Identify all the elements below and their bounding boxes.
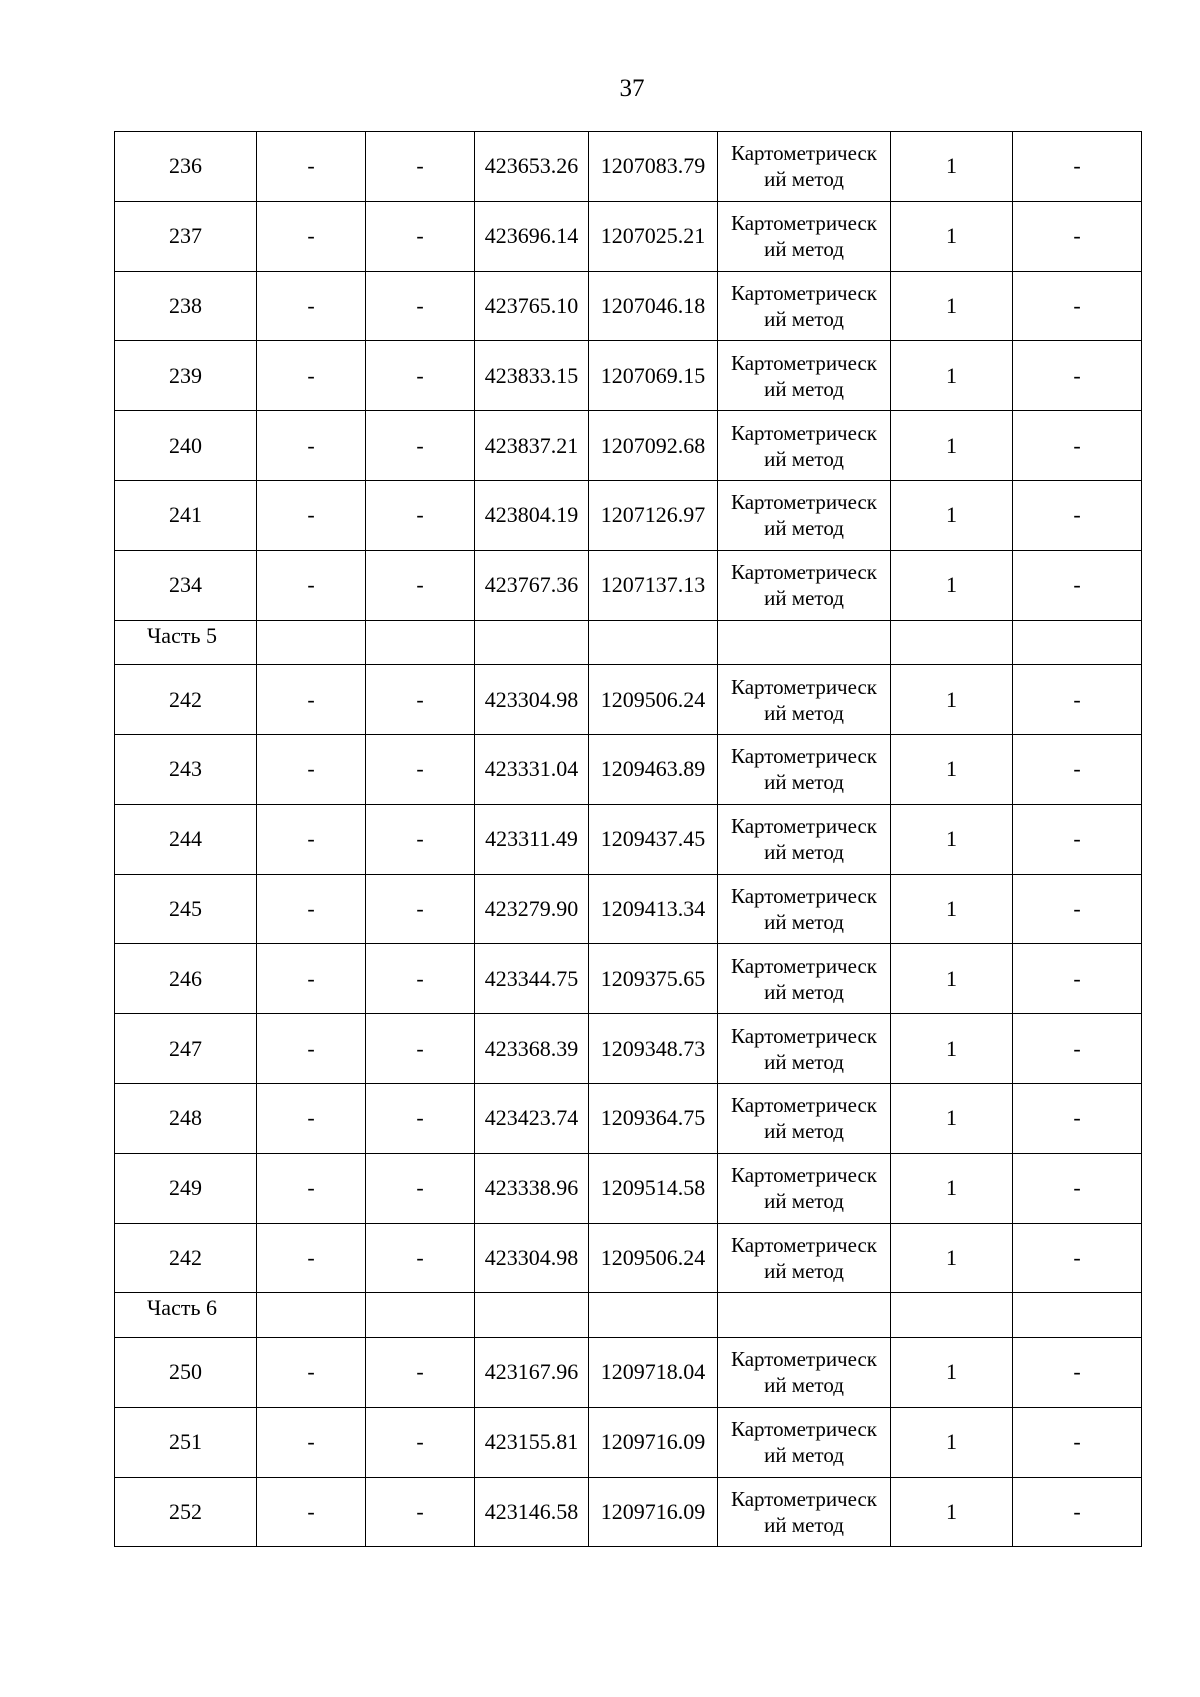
- method-cell: [718, 1407, 891, 1477]
- y-coordinate-cell: 1209364.75: [589, 1083, 718, 1153]
- table-row: [115, 480, 1142, 550]
- x-coordinate-cell: 423368.39: [475, 1014, 589, 1084]
- col2-cell: -: [257, 734, 366, 804]
- x-coordinate-cell: 423804.19: [475, 480, 589, 550]
- method-text-line1: Картометрическ: [731, 1163, 877, 1188]
- point-id-cell: 237: [115, 201, 257, 271]
- point-id-cell: 240: [115, 411, 257, 481]
- col3-cell: -: [366, 1083, 475, 1153]
- method-text-line2: ий метод: [764, 1258, 844, 1283]
- col2-cell: -: [257, 411, 366, 481]
- table-part-row: [115, 620, 1142, 665]
- table-row: [115, 1153, 1142, 1223]
- col2-cell: -: [257, 874, 366, 944]
- y-coordinate-cell: 1209506.24: [589, 665, 718, 735]
- y-coordinate-cell: 1209437.45: [589, 804, 718, 874]
- empty-cell: [891, 620, 1013, 665]
- point-id-cell: 242: [115, 665, 257, 735]
- col2-cell: -: [257, 201, 366, 271]
- point-id-cell: 242: [115, 1223, 257, 1293]
- y-coordinate-cell: 1209463.89: [589, 734, 718, 804]
- note-cell: -: [1013, 874, 1142, 944]
- method-text-line2: ий метод: [764, 840, 844, 865]
- method-text-line1: Картометрическ: [731, 1093, 877, 1118]
- method-text-line2: ий метод: [764, 586, 844, 611]
- empty-cell: [718, 620, 891, 665]
- col3-cell: -: [366, 201, 475, 271]
- method-cell: [718, 944, 891, 1014]
- note-cell: -: [1013, 1337, 1142, 1407]
- accuracy-cell: 1: [891, 665, 1013, 735]
- y-coordinate-cell: 1209506.24: [589, 1223, 718, 1293]
- x-coordinate-cell: 423304.98: [475, 1223, 589, 1293]
- method-text-line2: ий метод: [764, 979, 844, 1004]
- y-coordinate-cell: 1207025.21: [589, 201, 718, 271]
- accuracy-cell: 1: [891, 874, 1013, 944]
- y-coordinate-cell: 1209716.09: [589, 1477, 718, 1547]
- accuracy-cell: 1: [891, 1083, 1013, 1153]
- x-coordinate-cell: 423155.81: [475, 1407, 589, 1477]
- col2-cell: -: [257, 132, 366, 202]
- x-coordinate-cell: 423765.10: [475, 271, 589, 341]
- col3-cell: -: [366, 1407, 475, 1477]
- method-text-line1: Картометрическ: [731, 1232, 877, 1257]
- method-text-line1: Картометрическ: [731, 420, 877, 445]
- note-cell: -: [1013, 944, 1142, 1014]
- point-id-cell: 243: [115, 734, 257, 804]
- x-coordinate-cell: 423167.96: [475, 1337, 589, 1407]
- col3-cell: -: [366, 944, 475, 1014]
- empty-cell: [589, 1293, 718, 1338]
- method-cell: [718, 1083, 891, 1153]
- col2-cell: -: [257, 665, 366, 735]
- col2-cell: -: [257, 944, 366, 1014]
- table-part-row: [115, 1293, 1142, 1338]
- note-cell: -: [1013, 1014, 1142, 1084]
- method-cell: [718, 1153, 891, 1223]
- method-text-line1: Картометрическ: [731, 350, 877, 375]
- method-cell: [718, 132, 891, 202]
- accuracy-cell: 1: [891, 1223, 1013, 1293]
- x-coordinate-cell: 423344.75: [475, 944, 589, 1014]
- x-coordinate-cell: 423837.21: [475, 411, 589, 481]
- col3-cell: -: [366, 665, 475, 735]
- y-coordinate-cell: 1207083.79: [589, 132, 718, 202]
- point-id-cell: 248: [115, 1083, 257, 1153]
- empty-cell: [589, 620, 718, 665]
- empty-cell: [257, 1293, 366, 1338]
- col2-cell: -: [257, 1014, 366, 1084]
- method-cell: [718, 665, 891, 735]
- method-text-line2: ий метод: [764, 1443, 844, 1468]
- empty-cell: [475, 620, 589, 665]
- y-coordinate-cell: 1209716.09: [589, 1407, 718, 1477]
- accuracy-cell: 1: [891, 944, 1013, 1014]
- method-cell: [718, 341, 891, 411]
- method-text-line2: ий метод: [764, 167, 844, 192]
- col3-cell: -: [366, 341, 475, 411]
- method-cell: [718, 804, 891, 874]
- col2-cell: -: [257, 480, 366, 550]
- point-id-cell: 236: [115, 132, 257, 202]
- point-id-cell: 246: [115, 944, 257, 1014]
- accuracy-cell: 1: [891, 201, 1013, 271]
- note-cell: -: [1013, 1083, 1142, 1153]
- x-coordinate-cell: 423279.90: [475, 874, 589, 944]
- method-cell: [718, 271, 891, 341]
- method-cell: [718, 1337, 891, 1407]
- note-cell: -: [1013, 411, 1142, 481]
- note-cell: -: [1013, 665, 1142, 735]
- x-coordinate-cell: 423767.36: [475, 550, 589, 620]
- col2-cell: -: [257, 1477, 366, 1547]
- empty-cell: [1013, 620, 1142, 665]
- method-text-line2: ий метод: [764, 700, 844, 725]
- x-coordinate-cell: 423338.96: [475, 1153, 589, 1223]
- method-text-line2: ий метод: [764, 237, 844, 262]
- note-cell: -: [1013, 804, 1142, 874]
- empty-cell: [891, 1293, 1013, 1338]
- method-text-line1: Картометрическ: [731, 953, 877, 978]
- y-coordinate-cell: 1209348.73: [589, 1014, 718, 1084]
- y-coordinate-cell: 1209375.65: [589, 944, 718, 1014]
- x-coordinate-cell: 423311.49: [475, 804, 589, 874]
- method-cell: [718, 201, 891, 271]
- x-coordinate-cell: 423423.74: [475, 1083, 589, 1153]
- col3-cell: -: [366, 271, 475, 341]
- empty-cell: [718, 1293, 891, 1338]
- page-number: 37: [619, 75, 645, 102]
- point-id-cell: 241: [115, 480, 257, 550]
- method-cell: [718, 1223, 891, 1293]
- x-coordinate-cell: 423304.98: [475, 665, 589, 735]
- table-row: [115, 201, 1142, 271]
- col2-cell: -: [257, 804, 366, 874]
- point-id-cell: 234: [115, 550, 257, 620]
- method-text-line2: ий метод: [764, 516, 844, 541]
- x-coordinate-cell: 423331.04: [475, 734, 589, 804]
- note-cell: -: [1013, 1153, 1142, 1223]
- method-text-line2: ий метод: [764, 909, 844, 934]
- col3-cell: -: [366, 1337, 475, 1407]
- col3-cell: -: [366, 874, 475, 944]
- point-id-cell: 249: [115, 1153, 257, 1223]
- y-coordinate-cell: 1209514.58: [589, 1153, 718, 1223]
- col2-cell: -: [257, 1083, 366, 1153]
- table-row: [115, 665, 1142, 735]
- col2-cell: -: [257, 550, 366, 620]
- y-coordinate-cell: 1209413.34: [589, 874, 718, 944]
- note-cell: -: [1013, 734, 1142, 804]
- x-coordinate-cell: 423653.26: [475, 132, 589, 202]
- note-cell: -: [1013, 132, 1142, 202]
- method-text-line1: Картометрическ: [731, 490, 877, 515]
- method-text-line2: ий метод: [764, 1373, 844, 1398]
- method-text-line2: ий метод: [764, 446, 844, 471]
- accuracy-cell: 1: [891, 341, 1013, 411]
- empty-cell: [257, 620, 366, 665]
- y-coordinate-cell: 1209718.04: [589, 1337, 718, 1407]
- empty-cell: [475, 1293, 589, 1338]
- col3-cell: -: [366, 411, 475, 481]
- accuracy-cell: 1: [891, 411, 1013, 481]
- col3-cell: -: [366, 132, 475, 202]
- method-cell: [718, 1477, 891, 1547]
- col2-cell: -: [257, 1337, 366, 1407]
- point-id-cell: 251: [115, 1407, 257, 1477]
- method-text-line1: Картометрическ: [731, 883, 877, 908]
- accuracy-cell: 1: [891, 804, 1013, 874]
- col3-cell: -: [366, 550, 475, 620]
- col2-cell: -: [257, 1153, 366, 1223]
- method-text-line2: ий метод: [764, 1119, 844, 1144]
- point-id-cell: 247: [115, 1014, 257, 1084]
- accuracy-cell: 1: [891, 1477, 1013, 1547]
- y-coordinate-cell: 1207126.97: [589, 480, 718, 550]
- y-coordinate-cell: 1207137.13: [589, 550, 718, 620]
- y-coordinate-cell: 1207069.15: [589, 341, 718, 411]
- accuracy-cell: 1: [891, 734, 1013, 804]
- col2-cell: -: [257, 1407, 366, 1477]
- method-text-line2: ий метод: [764, 306, 844, 331]
- table-row: [115, 734, 1142, 804]
- accuracy-cell: 1: [891, 1407, 1013, 1477]
- table-row: [115, 1337, 1142, 1407]
- note-cell: -: [1013, 480, 1142, 550]
- col2-cell: -: [257, 271, 366, 341]
- method-cell: [718, 480, 891, 550]
- table-row: [115, 1407, 1142, 1477]
- note-cell: -: [1013, 271, 1142, 341]
- table-row: [115, 411, 1142, 481]
- point-id-cell: 238: [115, 271, 257, 341]
- method-text-line2: ий метод: [764, 1189, 844, 1214]
- y-coordinate-cell: 1207092.68: [589, 411, 718, 481]
- part-label: Часть 5: [115, 620, 257, 665]
- col2-cell: -: [257, 1223, 366, 1293]
- method-text-line2: ий метод: [764, 376, 844, 401]
- note-cell: -: [1013, 1477, 1142, 1547]
- col3-cell: -: [366, 804, 475, 874]
- point-id-cell: 252: [115, 1477, 257, 1547]
- point-id-cell: 250: [115, 1337, 257, 1407]
- col3-cell: -: [366, 1477, 475, 1547]
- table-row: [115, 550, 1142, 620]
- table-row: [115, 341, 1142, 411]
- col3-cell: -: [366, 1223, 475, 1293]
- coordinates-table: [114, 131, 1142, 1547]
- accuracy-cell: 1: [891, 1337, 1013, 1407]
- accuracy-cell: 1: [891, 480, 1013, 550]
- note-cell: -: [1013, 550, 1142, 620]
- table-row: [115, 271, 1142, 341]
- method-text-line1: Картометрическ: [731, 141, 877, 166]
- method-text-line1: Картометрическ: [731, 560, 877, 585]
- table-row: [115, 132, 1142, 202]
- col2-cell: -: [257, 341, 366, 411]
- point-id-cell: 244: [115, 804, 257, 874]
- method-text-line2: ий метод: [764, 770, 844, 795]
- col3-cell: -: [366, 480, 475, 550]
- method-cell: [718, 1014, 891, 1084]
- empty-cell: [366, 1293, 475, 1338]
- col3-cell: -: [366, 1014, 475, 1084]
- method-text-line1: Картометрическ: [731, 1023, 877, 1048]
- col3-cell: -: [366, 734, 475, 804]
- method-text-line1: Картометрическ: [731, 674, 877, 699]
- col3-cell: -: [366, 1153, 475, 1223]
- table-row: [115, 1014, 1142, 1084]
- table-row: [115, 874, 1142, 944]
- note-cell: -: [1013, 341, 1142, 411]
- method-text-line1: Картометрическ: [731, 1417, 877, 1442]
- part-label: Часть 6: [115, 1293, 257, 1338]
- accuracy-cell: 1: [891, 132, 1013, 202]
- method-text-line1: Картометрическ: [731, 280, 877, 305]
- method-text-line1: Картометрическ: [731, 211, 877, 236]
- empty-cell: [366, 620, 475, 665]
- accuracy-cell: 1: [891, 1014, 1013, 1084]
- x-coordinate-cell: 423146.58: [475, 1477, 589, 1547]
- table-row: [115, 1477, 1142, 1547]
- method-cell: [718, 734, 891, 804]
- method-text-line1: Картометрическ: [731, 1347, 877, 1372]
- empty-cell: [1013, 1293, 1142, 1338]
- method-cell: [718, 411, 891, 481]
- table-row: [115, 1223, 1142, 1293]
- method-text-line2: ий метод: [764, 1512, 844, 1537]
- point-id-cell: 245: [115, 874, 257, 944]
- x-coordinate-cell: 423696.14: [475, 201, 589, 271]
- y-coordinate-cell: 1207046.18: [589, 271, 718, 341]
- method-cell: [718, 874, 891, 944]
- accuracy-cell: 1: [891, 271, 1013, 341]
- note-cell: -: [1013, 201, 1142, 271]
- method-text-line2: ий метод: [764, 1049, 844, 1074]
- note-cell: -: [1013, 1223, 1142, 1293]
- point-id-cell: 239: [115, 341, 257, 411]
- table-row: [115, 944, 1142, 1014]
- note-cell: -: [1013, 1407, 1142, 1477]
- accuracy-cell: 1: [891, 550, 1013, 620]
- accuracy-cell: 1: [891, 1153, 1013, 1223]
- method-text-line1: Картометрическ: [731, 814, 877, 839]
- x-coordinate-cell: 423833.15: [475, 341, 589, 411]
- method-text-line1: Картометрическ: [731, 744, 877, 769]
- table-row: [115, 804, 1142, 874]
- method-text-line1: Картометрическ: [731, 1486, 877, 1511]
- table-row: [115, 1083, 1142, 1153]
- method-cell: [718, 550, 891, 620]
- table-body: [115, 132, 1142, 1547]
